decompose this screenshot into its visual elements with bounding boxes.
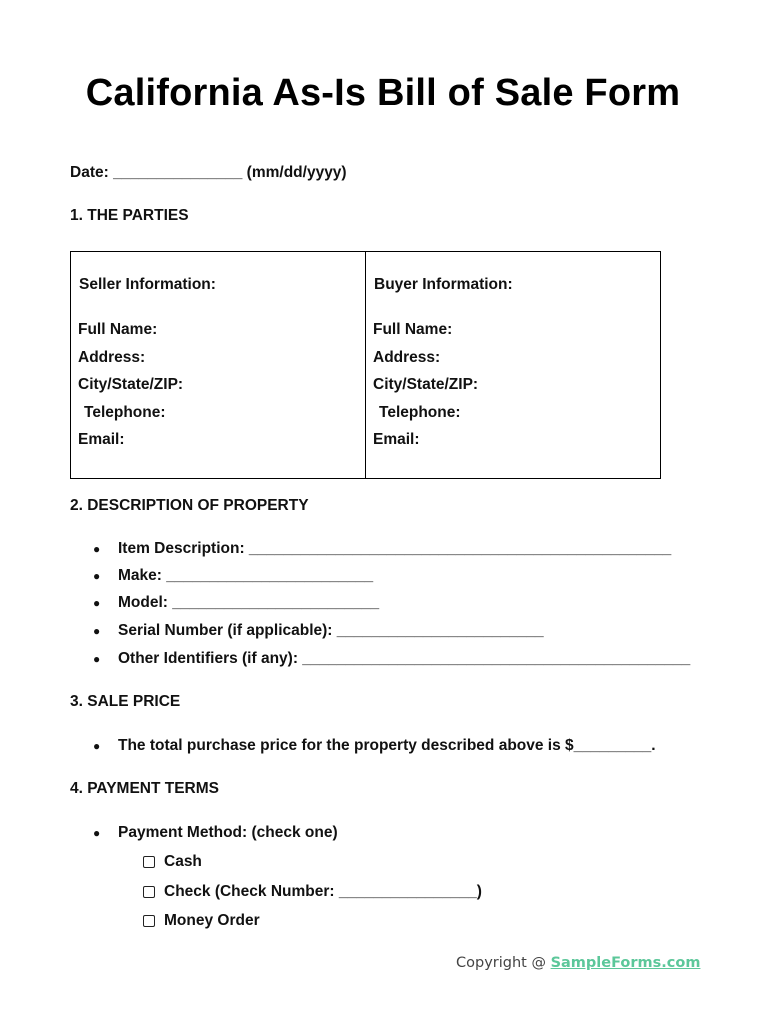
section-heading-property: 2. DESCRIPTION OF PROPERTY xyxy=(70,497,309,514)
seller-full-name-field[interactable]: Full Name: xyxy=(78,321,158,338)
buyer-telephone-field[interactable]: Telephone: xyxy=(379,403,461,421)
payment-option-check[interactable] xyxy=(143,883,482,901)
bullet-icon: ● xyxy=(93,542,101,556)
list-item[interactable] xyxy=(93,650,690,668)
section-heading-price: 3. SALE PRICE xyxy=(70,693,181,710)
list-item[interactable] xyxy=(93,540,671,558)
copyright-footer xyxy=(456,955,700,971)
payment-method-label: Payment Method: (check one) xyxy=(118,824,338,841)
payment-option-cash[interactable] xyxy=(143,853,202,871)
sale-price-field: The total purchase price for the property described above is $_________. xyxy=(118,737,656,754)
model-field: Model: ________________________ xyxy=(118,594,380,611)
buyer-column xyxy=(365,252,660,478)
checkbox-icon[interactable] xyxy=(143,856,155,868)
option-label: Money Order xyxy=(164,912,260,929)
seller-heading: Seller Information: xyxy=(79,276,216,293)
checkbox-icon[interactable] xyxy=(143,886,155,898)
list-item xyxy=(93,824,338,842)
bullet-icon: ● xyxy=(93,569,101,583)
make-field: Make: ________________________ xyxy=(118,567,374,584)
copyright-text: Copyright @ xyxy=(456,955,551,971)
option-label: Check (Check Number: ________________) xyxy=(164,883,482,900)
list-item[interactable] xyxy=(93,567,373,585)
list-item[interactable] xyxy=(93,737,656,755)
list-item[interactable] xyxy=(93,594,379,612)
section-heading-parties: 1. THE PARTIES xyxy=(70,207,189,224)
seller-column xyxy=(71,252,365,478)
option-label: Cash xyxy=(164,853,202,870)
checkbox-icon[interactable] xyxy=(143,915,155,927)
buyer-full-name-field[interactable]: Full Name: xyxy=(373,321,453,338)
section-heading-payment: 4. PAYMENT TERMS xyxy=(70,780,219,797)
other-identifiers-field: Other Identifiers (if any): _____________________________________________ xyxy=(118,650,691,667)
list-item[interactable] xyxy=(93,622,544,640)
bullet-icon: ● xyxy=(93,739,101,753)
seller-city-field[interactable]: City/State/ZIP: xyxy=(78,376,184,393)
item-description-field: Item Description: _________________________________________________ xyxy=(118,540,672,557)
serial-number-field: Serial Number (if applicable): ________________________ xyxy=(118,622,544,639)
payment-option-money-order[interactable] xyxy=(143,912,260,930)
buyer-heading: Buyer Information: xyxy=(374,276,513,293)
buyer-address-field[interactable]: Address: xyxy=(373,348,441,366)
seller-email-field[interactable]: Email: xyxy=(78,431,125,448)
parties-table xyxy=(70,251,661,479)
page-title: California As-Is Bill of Sale Form xyxy=(85,72,681,114)
buyer-email-field[interactable]: Email: xyxy=(373,431,420,448)
bullet-icon: ● xyxy=(93,596,101,610)
buyer-city-field[interactable]: City/State/ZIP: xyxy=(373,376,479,393)
seller-telephone-field[interactable]: Telephone: xyxy=(84,403,166,421)
date-line[interactable]: Date: _______________ (mm/dd/yyyy) xyxy=(70,164,347,181)
seller-address-field[interactable]: Address: xyxy=(78,348,146,366)
bullet-icon: ● xyxy=(93,624,101,638)
bullet-icon: ● xyxy=(93,652,101,666)
brand-link[interactable]: SampleForms.com xyxy=(550,955,701,971)
bullet-icon: ● xyxy=(93,826,101,840)
